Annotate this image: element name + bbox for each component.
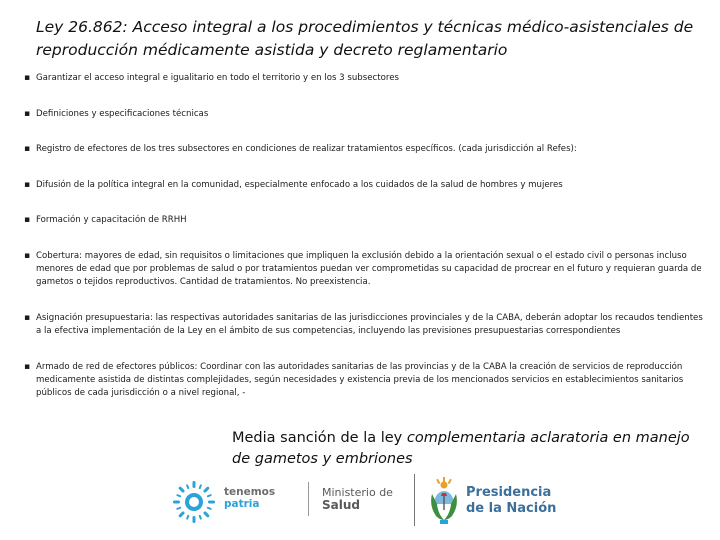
bullet-marker: ▪ [24,313,31,323]
patria-label: patria [224,498,260,510]
list-item-text: Armado de red de efectores públicos: Coordinar con las autoridades sanitarias de las provincias y de la CABA la creación de servicios de reproducción medicamente asistida de distintas complejidades, según necesidades y existencia previa de los mencionados servicios en establecimientos sanitarios públicos de cada jurisdicción o a nivel regional, - [36,362,684,399]
list-item-text: Formación y capacitación de RRHH [36,215,187,225]
logo-divider [414,474,415,526]
list-item [24,143,704,156]
list-item [24,361,704,401]
sun-logo-icon [170,478,218,530]
presidencia-logo [466,485,556,516]
media-sancion-note [232,428,712,470]
ministerio-line-2: Salud [322,498,360,512]
list-item-text: Definiciones y especificaciones técnicas [36,109,209,119]
bullet-marker: ▪ [24,109,31,119]
slide-title: Ley 26.862: Acceso integral a los procedimientos y técnicas médico-asistenciales de reproducción médicamente asistida y decreto reglamentario [36,18,694,59]
presidencia-line-2: de la Nación [466,500,557,516]
list-item-text: Cobertura: mayores de edad, sin requisitos o limitaciones que impliquen la exclusión debido a la orientación sexual o el estado civil o personas incluso menores de edad que por problemas de salud o por tratamientos puedan ver comprometidas su capacidad de procrear en el futuro y requieran guarda de gametos o tejidos reproductivos. Cantidad de tratamientos. No preexistencia. [36,251,702,288]
list-item-text: Garantizar el acceso integral e igualitario en todo el territorio y en los 3 subsectores [36,73,399,83]
bullet-marker: ▪ [24,73,31,83]
list-item-text: Asignación presupuestaria: las respectivas autoridades sanitarias de las jurisdicciones provinciales y de la CABA, deberán adoptar los recaudos tendientes a la efectiva implementación de la Ley en el ámbito de sus competencias, incluyendo las previsiones presupuestarias correspondientes [36,313,703,337]
list-item [24,214,704,227]
list-item-text: Difusión de la política integral en la comunidad, especialmente enfocado a los cuidados de la salud de hombres y mujeres [36,180,563,190]
logo-divider [308,482,309,516]
list-item [24,179,704,192]
bullet-marker: ▪ [24,362,31,372]
list-item [24,312,704,338]
media-note-prefix: Media sanción de la ley [232,430,407,446]
bullet-marker: ▪ [24,180,31,190]
list-item [24,250,704,290]
list-item [24,108,704,121]
bullet-marker: ▪ [24,144,31,154]
media-note-italic: complementaria aclaratoria en manejo de gametos y embriones [232,430,690,467]
presidencia-line-1: Presidencia [466,485,552,500]
coat-of-arms-icon [428,476,460,532]
list-item-text: Registro de efectores de los tres subsectores en condiciones de realizar tratamientos específicos. (cada jurisdicción al Refes): [36,144,577,154]
bullet-marker: ▪ [24,215,31,225]
tenemos-patria-logo [224,486,275,510]
list-item [24,72,704,85]
tenemos-label: tenemos [224,486,276,498]
bullet-marker: ▪ [24,251,31,261]
ministerio-salud-logo [322,486,393,512]
ministerio-line-1: Ministerio de [322,486,393,499]
